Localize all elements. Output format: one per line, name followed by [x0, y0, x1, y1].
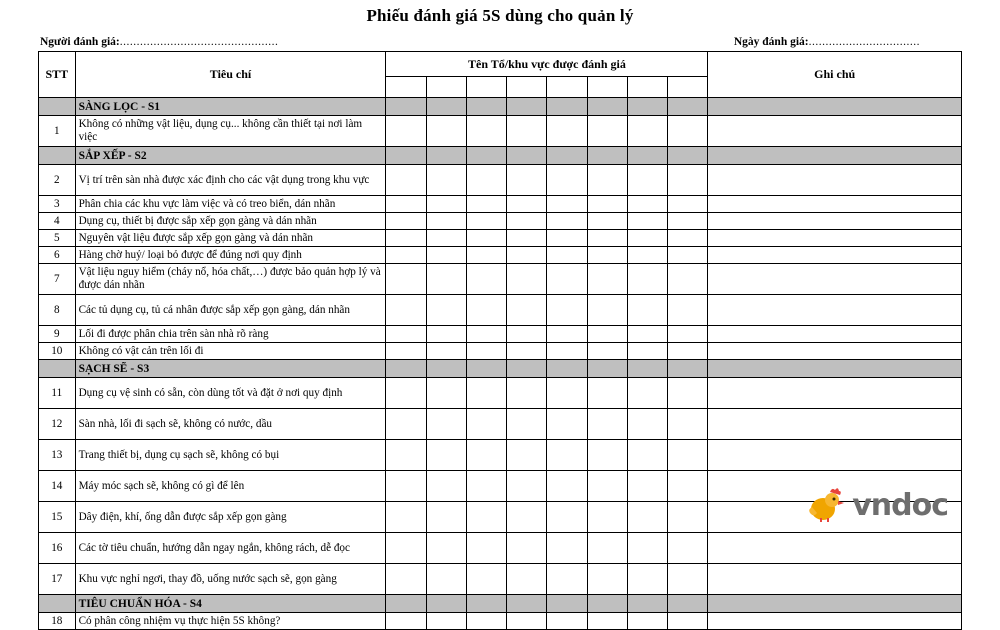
section-eval-cell — [627, 595, 667, 613]
score-cell[interactable] — [466, 247, 506, 264]
section-label: TIÊU CHUẨN HÓA - S4 — [75, 595, 386, 613]
score-cell[interactable] — [668, 247, 708, 264]
date-field — [734, 36, 920, 48]
score-cell[interactable] — [507, 196, 547, 213]
score-cell[interactable] — [507, 213, 547, 230]
row-number: 2 — [39, 165, 76, 196]
note-cell[interactable] — [708, 165, 962, 196]
score-cell[interactable] — [386, 440, 426, 471]
eval-col-3[interactable] — [466, 77, 506, 98]
score-cell[interactable] — [547, 564, 587, 595]
score-cell[interactable] — [466, 564, 506, 595]
note-cell[interactable] — [708, 409, 962, 440]
score-cell[interactable] — [386, 502, 426, 533]
score-cell[interactable] — [426, 564, 466, 595]
evaluator-dots: ............................................... — [119, 36, 279, 48]
score-cell[interactable] — [466, 613, 506, 630]
table-row — [39, 409, 962, 440]
score-cell[interactable] — [668, 378, 708, 409]
criteria-text: Phân chia các khu vực làm việc và có treo biển, dán nhãn — [75, 196, 386, 213]
note-cell[interactable] — [708, 326, 962, 343]
section-eval-cell — [547, 147, 587, 165]
score-cell[interactable] — [507, 343, 547, 360]
score-cell[interactable] — [587, 213, 627, 230]
eval-col-8[interactable] — [668, 77, 708, 98]
score-cell[interactable] — [587, 343, 627, 360]
score-cell[interactable] — [668, 295, 708, 326]
score-cell[interactable] — [426, 264, 466, 295]
row-number: 7 — [39, 264, 76, 295]
eval-col-2[interactable] — [426, 77, 466, 98]
eval-col-1[interactable] — [386, 77, 426, 98]
score-cell[interactable] — [386, 613, 426, 630]
score-cell[interactable] — [507, 564, 547, 595]
section-eval-cell — [426, 147, 466, 165]
score-cell[interactable] — [627, 230, 667, 247]
score-cell[interactable] — [627, 533, 667, 564]
section-note-cell — [708, 147, 962, 165]
score-cell[interactable] — [547, 378, 587, 409]
score-cell[interactable] — [668, 196, 708, 213]
section-eval-cell — [587, 147, 627, 165]
note-cell[interactable] — [708, 116, 962, 147]
score-cell[interactable] — [587, 326, 627, 343]
row-number: 12 — [39, 409, 76, 440]
note-cell[interactable] — [708, 230, 962, 247]
score-cell[interactable] — [547, 440, 587, 471]
score-cell[interactable] — [426, 247, 466, 264]
evaluator-field — [40, 36, 278, 48]
score-cell[interactable] — [668, 264, 708, 295]
section-eval-cell — [668, 147, 708, 165]
score-cell[interactable] — [668, 213, 708, 230]
score-cell[interactable] — [547, 343, 587, 360]
eval-col-6[interactable] — [587, 77, 627, 98]
score-cell[interactable] — [386, 230, 426, 247]
note-cell[interactable] — [708, 533, 962, 564]
row-number: 17 — [39, 564, 76, 595]
score-cell[interactable] — [547, 230, 587, 247]
score-cell[interactable] — [627, 471, 667, 502]
note-cell[interactable] — [708, 247, 962, 264]
section-eval-cell — [507, 595, 547, 613]
score-cell[interactable] — [386, 409, 426, 440]
row-number: 18 — [39, 613, 76, 630]
table-row — [39, 533, 962, 564]
score-cell[interactable] — [426, 196, 466, 213]
score-cell[interactable] — [587, 196, 627, 213]
score-cell[interactable] — [627, 502, 667, 533]
note-cell[interactable] — [708, 196, 962, 213]
score-cell[interactable] — [668, 440, 708, 471]
table-row — [39, 165, 962, 196]
score-cell[interactable] — [507, 230, 547, 247]
score-cell[interactable] — [507, 378, 547, 409]
section-note-cell — [708, 360, 962, 378]
header-note: Ghi chú — [708, 52, 962, 98]
table-row — [39, 295, 962, 326]
score-cell[interactable] — [668, 564, 708, 595]
table-row — [39, 196, 962, 213]
score-cell[interactable] — [587, 613, 627, 630]
score-cell[interactable] — [627, 213, 667, 230]
score-cell[interactable] — [386, 326, 426, 343]
page-title: Phiếu đánh giá 5S dùng cho quản lý — [366, 6, 634, 25]
row-number: 13 — [39, 440, 76, 471]
score-cell[interactable] — [386, 213, 426, 230]
section-stt-cell — [39, 98, 76, 116]
table-row — [39, 213, 962, 230]
section-eval-cell — [466, 360, 506, 378]
eval-col-5[interactable] — [547, 77, 587, 98]
score-cell[interactable] — [627, 564, 667, 595]
score-cell[interactable] — [587, 440, 627, 471]
section-label: SẮP XẾP - S2 — [75, 147, 386, 165]
score-cell[interactable] — [547, 295, 587, 326]
section-eval-cell — [627, 360, 667, 378]
score-cell[interactable] — [466, 165, 506, 196]
score-cell[interactable] — [627, 165, 667, 196]
section-note-cell — [708, 98, 962, 116]
row-number: 15 — [39, 502, 76, 533]
score-cell[interactable] — [668, 613, 708, 630]
score-cell[interactable] — [587, 165, 627, 196]
section-eval-cell — [627, 98, 667, 116]
score-cell[interactable] — [426, 213, 466, 230]
score-cell[interactable] — [668, 326, 708, 343]
score-cell[interactable] — [627, 613, 667, 630]
score-cell[interactable] — [426, 502, 466, 533]
score-cell[interactable] — [466, 378, 506, 409]
section-eval-cell — [466, 98, 506, 116]
score-cell[interactable] — [386, 564, 426, 595]
row-number: 8 — [39, 295, 76, 326]
score-cell[interactable] — [668, 116, 708, 147]
score-cell[interactable] — [587, 409, 627, 440]
score-cell[interactable] — [386, 264, 426, 295]
score-cell[interactable] — [386, 247, 426, 264]
score-cell[interactable] — [466, 471, 506, 502]
criteria-text: Các tủ dụng cụ, tủ cá nhân được sắp xếp gọn gàng, dán nhãn — [75, 295, 386, 326]
row-number: 6 — [39, 247, 76, 264]
score-cell[interactable] — [587, 378, 627, 409]
score-cell[interactable] — [426, 343, 466, 360]
score-cell[interactable] — [466, 440, 506, 471]
score-cell[interactable] — [587, 533, 627, 564]
eval-col-7[interactable] — [627, 77, 667, 98]
score-cell[interactable] — [587, 295, 627, 326]
evaluation-table — [38, 51, 962, 630]
score-cell[interactable] — [587, 471, 627, 502]
score-cell[interactable] — [627, 116, 667, 147]
note-cell[interactable] — [708, 613, 962, 630]
row-number: 16 — [39, 533, 76, 564]
criteria-text: Không có những vật liệu, dụng cụ... không cần thiết tại nơi làm việc — [75, 116, 386, 147]
score-cell[interactable] — [386, 295, 426, 326]
score-cell[interactable] — [627, 196, 667, 213]
score-cell[interactable] — [386, 196, 426, 213]
section-eval-cell — [668, 98, 708, 116]
date-dots: ................................. — [808, 36, 920, 48]
score-cell[interactable] — [587, 116, 627, 147]
note-cell[interactable] — [708, 440, 962, 471]
score-cell[interactable] — [466, 295, 506, 326]
section-eval-cell — [668, 360, 708, 378]
score-cell[interactable] — [547, 502, 587, 533]
score-cell[interactable] — [426, 440, 466, 471]
criteria-text: Có phân công nhiệm vụ thực hiện 5S không? — [75, 613, 386, 630]
meta-row — [38, 36, 962, 48]
score-cell[interactable] — [587, 247, 627, 264]
section-eval-cell — [507, 360, 547, 378]
score-cell[interactable] — [507, 440, 547, 471]
table-row — [39, 230, 962, 247]
section-row — [39, 98, 962, 116]
score-cell[interactable] — [386, 116, 426, 147]
score-cell[interactable] — [426, 533, 466, 564]
section-eval-cell — [426, 98, 466, 116]
score-cell[interactable] — [426, 613, 466, 630]
section-eval-cell — [587, 595, 627, 613]
score-cell[interactable] — [426, 165, 466, 196]
score-cell[interactable] — [466, 116, 506, 147]
table-row — [39, 116, 962, 147]
score-cell[interactable] — [466, 326, 506, 343]
score-cell[interactable] — [507, 613, 547, 630]
score-cell[interactable] — [547, 116, 587, 147]
score-cell[interactable] — [547, 213, 587, 230]
section-eval-cell — [386, 98, 426, 116]
section-eval-cell — [668, 595, 708, 613]
criteria-text: Máy móc sạch sẽ, không có gì để lên — [75, 471, 386, 502]
section-row — [39, 595, 962, 613]
criteria-text: Sàn nhà, lối đi sạch sẽ, không có nước, dầu — [75, 409, 386, 440]
score-cell[interactable] — [507, 116, 547, 147]
score-cell[interactable] — [507, 247, 547, 264]
criteria-text: Các tờ tiêu chuẩn, hướng dẫn ngay ngắn, không rách, dễ đọc — [75, 533, 386, 564]
score-cell[interactable] — [627, 247, 667, 264]
table-row — [39, 326, 962, 343]
score-cell[interactable] — [386, 378, 426, 409]
header-eval-area: Tên Tổ/khu vực được đánh giá — [386, 52, 708, 77]
score-cell[interactable] — [466, 196, 506, 213]
score-cell[interactable] — [507, 533, 547, 564]
score-cell[interactable] — [547, 471, 587, 502]
score-cell[interactable] — [426, 326, 466, 343]
criteria-text: Vật liệu nguy hiểm (cháy nổ, hóa chất,…) được bảo quản hợp lý và được dán nhãn — [75, 264, 386, 295]
score-cell[interactable] — [668, 533, 708, 564]
score-cell[interactable] — [627, 440, 667, 471]
row-number: 4 — [39, 213, 76, 230]
score-cell[interactable] — [466, 533, 506, 564]
row-number: 9 — [39, 326, 76, 343]
table-row — [39, 502, 962, 533]
section-eval-cell — [386, 360, 426, 378]
score-cell[interactable] — [386, 343, 426, 360]
note-cell[interactable] — [708, 502, 962, 533]
score-cell[interactable] — [587, 230, 627, 247]
section-label: SẠCH SẼ - S3 — [75, 360, 386, 378]
score-cell[interactable] — [426, 471, 466, 502]
section-eval-cell — [426, 595, 466, 613]
score-cell[interactable] — [587, 564, 627, 595]
table-row — [39, 378, 962, 409]
watermark-text: vndoc — [852, 487, 948, 523]
section-eval-cell — [507, 147, 547, 165]
score-cell[interactable] — [466, 502, 506, 533]
row-number: 5 — [39, 230, 76, 247]
eval-col-4[interactable] — [507, 77, 547, 98]
note-cell[interactable] — [708, 378, 962, 409]
section-row — [39, 147, 962, 165]
section-eval-cell — [547, 360, 587, 378]
criteria-text: Vị trí trên sàn nhà được xác định cho các vật dụng trong khu vực — [75, 165, 386, 196]
section-eval-cell — [507, 98, 547, 116]
table-head — [39, 52, 962, 98]
row-number: 11 — [39, 378, 76, 409]
criteria-text: Dụng cụ, thiết bị được sắp xếp gọn gàng và dán nhãn — [75, 213, 386, 230]
score-cell[interactable] — [507, 502, 547, 533]
row-number: 1 — [39, 116, 76, 147]
section-eval-cell — [426, 360, 466, 378]
section-note-cell — [708, 595, 962, 613]
score-cell[interactable] — [426, 409, 466, 440]
criteria-text: Dụng cụ vệ sinh có sẵn, còn dùng tốt và đặt ở nơi quy định — [75, 378, 386, 409]
document-page — [0, 6, 1000, 627]
score-cell[interactable] — [507, 264, 547, 295]
section-stt-cell — [39, 595, 76, 613]
score-cell[interactable] — [507, 165, 547, 196]
table-row — [39, 613, 962, 630]
score-cell[interactable] — [547, 264, 587, 295]
header-row — [39, 52, 962, 77]
section-eval-cell — [386, 595, 426, 613]
score-cell[interactable] — [627, 326, 667, 343]
section-eval-cell — [627, 147, 667, 165]
score-cell[interactable] — [426, 295, 466, 326]
note-cell[interactable] — [708, 264, 962, 295]
criteria-text: Không có vật cản trên lối đi — [75, 343, 386, 360]
score-cell[interactable] — [466, 343, 506, 360]
section-eval-cell — [587, 98, 627, 116]
header-stt: STT — [39, 52, 76, 98]
score-cell[interactable] — [587, 264, 627, 295]
score-cell[interactable] — [466, 213, 506, 230]
section-stt-cell — [39, 360, 76, 378]
score-cell[interactable] — [587, 502, 627, 533]
score-cell[interactable] — [547, 533, 587, 564]
section-label: SÀNG LỌC - S1 — [75, 98, 386, 116]
table-row — [39, 343, 962, 360]
score-cell[interactable] — [627, 409, 667, 440]
criteria-text: Hàng chờ huỷ/ loại bỏ được để đúng nơi quy định — [75, 247, 386, 264]
score-cell[interactable] — [466, 264, 506, 295]
score-cell[interactable] — [466, 230, 506, 247]
header-criteria: Tiêu chí — [75, 52, 386, 98]
score-cell[interactable] — [386, 533, 426, 564]
criteria-text: Dây điện, khí, ống dẫn được sắp xếp gọn gàng — [75, 502, 386, 533]
score-cell[interactable] — [668, 165, 708, 196]
score-cell[interactable] — [466, 409, 506, 440]
note-cell[interactable] — [708, 471, 962, 502]
evaluator-label: Người đánh giá: — [40, 36, 120, 48]
score-cell[interactable] — [627, 264, 667, 295]
score-cell[interactable] — [386, 165, 426, 196]
score-cell[interactable] — [668, 502, 708, 533]
note-cell[interactable] — [708, 343, 962, 360]
score-cell[interactable] — [668, 409, 708, 440]
section-eval-cell — [587, 360, 627, 378]
row-number: 14 — [39, 471, 76, 502]
note-cell[interactable] — [708, 213, 962, 230]
section-eval-cell — [466, 595, 506, 613]
score-cell[interactable] — [668, 343, 708, 360]
score-cell[interactable] — [426, 116, 466, 147]
criteria-text: Nguyên vật liệu được sắp xếp gọn gàng và dán nhãn — [75, 230, 386, 247]
table-body — [39, 98, 962, 630]
score-cell[interactable] — [507, 326, 547, 343]
criteria-text: Lối đi được phân chia trên sàn nhà rõ ràng — [75, 326, 386, 343]
score-cell[interactable] — [547, 165, 587, 196]
score-cell[interactable] — [627, 295, 667, 326]
section-eval-cell — [466, 147, 506, 165]
table-row — [39, 471, 962, 502]
score-cell[interactable] — [668, 471, 708, 502]
score-cell[interactable] — [547, 326, 587, 343]
score-cell[interactable] — [627, 343, 667, 360]
section-eval-cell — [547, 98, 587, 116]
score-cell[interactable] — [507, 409, 547, 440]
table-row — [39, 247, 962, 264]
section-stt-cell — [39, 147, 76, 165]
score-cell[interactable] — [507, 471, 547, 502]
table-row — [39, 264, 962, 295]
date-label: Ngày đánh giá: — [733, 36, 809, 48]
section-eval-cell — [386, 147, 426, 165]
section-eval-cell — [547, 595, 587, 613]
table-row — [39, 440, 962, 471]
score-cell[interactable] — [386, 471, 426, 502]
row-number: 3 — [39, 196, 76, 213]
note-cell[interactable] — [708, 564, 962, 595]
criteria-text: Trang thiết bị, dụng cụ sạch sẽ, không có bụi — [75, 440, 386, 471]
score-cell[interactable] — [668, 230, 708, 247]
score-cell[interactable] — [547, 409, 587, 440]
row-number: 10 — [39, 343, 76, 360]
score-cell[interactable] — [426, 230, 466, 247]
score-cell[interactable] — [426, 378, 466, 409]
note-cell[interactable] — [708, 295, 962, 326]
score-cell[interactable] — [547, 613, 587, 630]
table-row — [39, 564, 962, 595]
section-row — [39, 360, 962, 378]
criteria-text: Khu vực nghỉ ngơi, thay đồ, uống nước sạch sẽ, gọn gàng — [75, 564, 386, 595]
score-cell[interactable] — [547, 247, 587, 264]
score-cell[interactable] — [627, 378, 667, 409]
score-cell[interactable] — [507, 295, 547, 326]
score-cell[interactable] — [547, 196, 587, 213]
